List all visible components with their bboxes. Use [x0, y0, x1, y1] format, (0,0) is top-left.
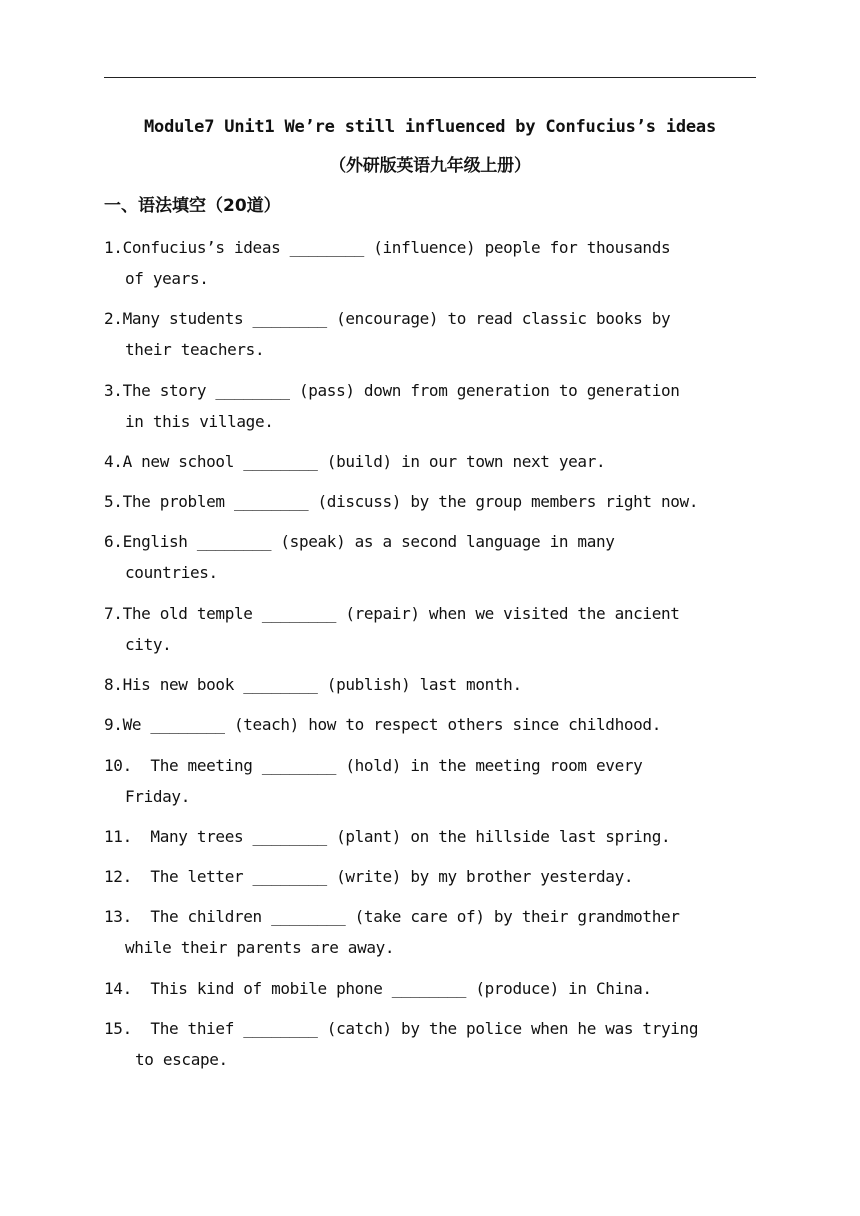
question-number: 10.	[104, 756, 132, 775]
header-rule	[104, 77, 756, 78]
question-text-continued: to escape.	[135, 1050, 228, 1069]
question-text-continued: countries.	[125, 563, 218, 582]
question-1	[104, 232, 764, 294]
question-number: 1.	[104, 238, 123, 257]
section-heading: 一、语法填空（20道）	[104, 196, 281, 216]
question-10	[104, 750, 764, 812]
question-number: 6.	[104, 532, 123, 551]
question-number: 15.	[104, 1019, 132, 1038]
question-number: 11.	[104, 827, 132, 846]
question-text: This kind of mobile phone ________ (produce) in China.	[131, 979, 652, 998]
question-number: 2.	[104, 309, 123, 328]
question-text-continued: of years.	[125, 269, 209, 288]
question-4	[104, 446, 764, 477]
question-text: English ________ (speak) as a second language in many	[122, 532, 615, 551]
question-text: The meeting ________ (hold) in the meeting room every	[131, 756, 643, 775]
question-text: The old temple ________ (repair) when we visited the ancient	[122, 604, 680, 623]
question-number: 8.	[104, 675, 123, 694]
question-text: The children ________ (take care of) by their grandmother	[131, 907, 680, 926]
question-number: 7.	[104, 604, 123, 623]
question-8	[104, 669, 764, 700]
question-text: The story ________ (pass) down from generation to generation	[122, 381, 680, 400]
question-text: We ________ (teach) how to respect others since childhood.	[122, 715, 661, 734]
question-6	[104, 526, 764, 588]
question-text-continued: Friday.	[125, 787, 190, 806]
question-number: 14.	[104, 979, 132, 998]
question-text-continued: their teachers.	[125, 340, 265, 359]
question-number: 9.	[104, 715, 123, 734]
question-text: Many trees ________ (plant) on the hillside last spring.	[131, 827, 671, 846]
question-text: Many students ________ (encourage) to read classic books by	[122, 309, 671, 328]
question-5	[104, 486, 764, 517]
question-number: 5.	[104, 492, 123, 511]
question-text-continued: city.	[125, 635, 172, 654]
question-text: The problem ________ (discuss) by the group members right now.	[122, 492, 699, 511]
question-15	[104, 1013, 764, 1075]
question-13	[104, 901, 764, 963]
question-text: Confucius’s ideas ________ (influence) people for thousands	[122, 238, 671, 257]
question-7	[104, 598, 764, 660]
question-9	[104, 709, 764, 740]
question-text: The thief ________ (catch) by the police when he was trying	[131, 1019, 699, 1038]
question-text: The letter ________ (write) by my brother yesterday.	[131, 867, 634, 886]
question-2	[104, 303, 764, 365]
question-14	[104, 973, 764, 1004]
question-text: A new school ________ (build) in our town next year.	[122, 452, 606, 471]
document-title: Module7 Unit1 We’re still influenced by Confucius’s ideas	[144, 117, 716, 137]
question-number: 13.	[104, 907, 132, 926]
document-subtitle: （外研版英语九年级上册）	[329, 156, 531, 176]
question-11	[104, 821, 764, 852]
question-3	[104, 375, 764, 437]
question-number: 4.	[104, 452, 123, 471]
question-number: 12.	[104, 867, 132, 886]
question-12	[104, 861, 764, 892]
question-text-continued: while their parents are away.	[125, 938, 395, 957]
question-number: 3.	[104, 381, 123, 400]
question-text: His new book ________ (publish) last month.	[122, 675, 522, 694]
question-text-continued: in this village.	[125, 412, 274, 431]
